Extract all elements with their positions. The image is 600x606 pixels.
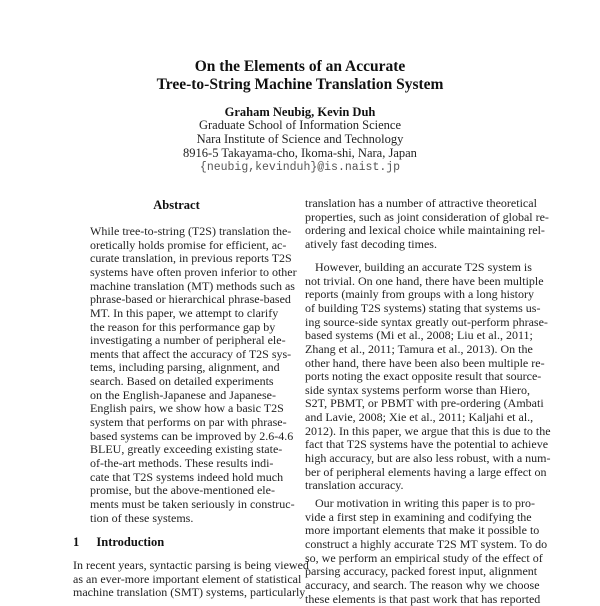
text-line: However, building an accurate T2S system is bbox=[315, 260, 532, 274]
text-line: Zhang et al., 2011; Tamura et al., 2013). On the bbox=[305, 342, 533, 356]
text-line: BLEU, greatly exceeding existing state- bbox=[90, 442, 283, 456]
text-line: as an ever-more important element of statistical bbox=[73, 572, 302, 586]
text-line: on the English-Japanese and Japanese- bbox=[90, 388, 276, 402]
authors: Graham Neubig, Kevin Duh bbox=[224, 105, 376, 119]
text-line: the reason for this performance gap by bbox=[90, 320, 276, 334]
text-line: tems, including parsing, alignment, and bbox=[90, 360, 280, 374]
text-line: not trivial. On one hand, there have been multiple bbox=[305, 274, 544, 288]
affiliation-line-3: 8916-5 Takayama-cho, Ikoma-shi, Nara, Japan bbox=[183, 146, 417, 160]
text-line: tion of these systems. bbox=[90, 511, 194, 525]
text-line: investigating a number of peripheral ele- bbox=[90, 333, 286, 347]
text-line: oretically holds promise for efficient, ac- bbox=[90, 238, 287, 252]
text-line: S2T, PBMT, or PBMT with pre-ordering (Ambati bbox=[305, 396, 544, 410]
text-line: machine translation (SMT) systems, particularly bbox=[73, 585, 306, 599]
text-line: In recent years, syntactic parsing is being viewed bbox=[73, 558, 309, 572]
paper-title-line-1: On the Elements of an Accurate bbox=[194, 58, 406, 75]
text-line: of-the-art methods. These results indi- bbox=[90, 456, 274, 470]
affiliation-line-1: Graduate School of Information Science bbox=[198, 118, 401, 132]
text-line: search. Based on detailed experiments bbox=[90, 374, 274, 388]
text-line: and Lavie, 2008; Xie et al., 2011; Kaljahi et al., bbox=[305, 410, 534, 424]
section-title: Introduction bbox=[96, 535, 165, 549]
section-number: 1 bbox=[73, 535, 80, 549]
text-line: so, we perform an empirical study of the effect of bbox=[305, 551, 543, 565]
text-line: fact that T2S systems have the potential to achieve bbox=[305, 437, 549, 451]
text-line: parsing accuracy, packed forest input, alignment bbox=[305, 564, 538, 578]
text-line: based systems can be improved by 2.6-4.6 bbox=[90, 429, 294, 443]
text-line: ing source-side syntax greatly out-perform phrase- bbox=[305, 315, 548, 329]
text-line: Our motivation in writing this paper is to pro- bbox=[315, 496, 535, 510]
text-line: ments must be taken seriously in construc- bbox=[90, 497, 295, 511]
text-line: cate that T2S systems indeed hold much bbox=[90, 470, 284, 484]
text-line: machine translation (MT) methods such as bbox=[90, 279, 295, 293]
text-line: MT. In this paper, we attempt to clarify bbox=[90, 306, 279, 320]
text-line: reports (mainly from groups with a long history bbox=[305, 287, 534, 301]
text-line: of building T2S systems) stating that systems us- bbox=[305, 301, 541, 315]
affiliation-line-2: Nara Institute of Science and Technology bbox=[196, 132, 404, 146]
text-line: 2012). In this paper, we argue that this is due to the bbox=[305, 424, 551, 438]
text-line: While tree-to-string (T2S) translation the- bbox=[90, 224, 292, 238]
text-line: phrase-based or hierarchical phrase-based bbox=[90, 292, 291, 306]
text-line: system that performs on par with phrase- bbox=[90, 415, 287, 429]
abstract-heading: Abstract bbox=[153, 198, 200, 212]
text-line: side syntax systems perform worse than Hiero, bbox=[305, 383, 530, 397]
author-email: {neubig,kevinduh}@is.naist.jp bbox=[199, 161, 401, 174]
text-line: systems have often proven inferior to other bbox=[90, 265, 297, 279]
text-line: English pairs, we show how a basic T2S bbox=[90, 401, 284, 415]
text-line: properties, such as joint consideration of global re- bbox=[305, 210, 549, 224]
text-line: more important elements that make it possible to bbox=[305, 523, 540, 537]
text-line: translation has a number of attractive theoretical bbox=[305, 196, 537, 210]
text-line: ber of peripheral elements having a large effect on bbox=[305, 465, 547, 479]
text-line: construct a highly accurate T2S MT system. To do bbox=[305, 537, 548, 551]
section-heading bbox=[73, 535, 164, 550]
text-line: these elements is that past work that has reported bbox=[305, 592, 541, 606]
text-line: ments that affect the accuracy of T2S sys- bbox=[90, 347, 292, 361]
paper-title-line-2: Tree-to-String Machine Translation System bbox=[156, 76, 444, 93]
text-line: promise, but the above-mentioned ele- bbox=[90, 483, 275, 497]
text-line: atively fast decoding times. bbox=[305, 237, 437, 251]
text-line: other hand, there have been also been multiple re- bbox=[305, 356, 545, 370]
text-line: ports noting the exact opposite result that source- bbox=[305, 369, 542, 383]
text-line: vide a first step in examining and codifying the bbox=[305, 510, 532, 524]
text-line: high accuracy, but are also less robust, with a num- bbox=[305, 451, 551, 465]
text-line: curate translation, in previous reports T2S bbox=[90, 251, 292, 265]
text-line: accuracy, and search. The reason why we choose bbox=[305, 578, 540, 592]
text-line: translation accuracy. bbox=[305, 478, 404, 492]
text-line: based systems (Mi et al., 2008; Liu et al., 2011; bbox=[305, 328, 533, 342]
text-line: ordering and lexical choice while maintaining rel- bbox=[305, 223, 545, 237]
